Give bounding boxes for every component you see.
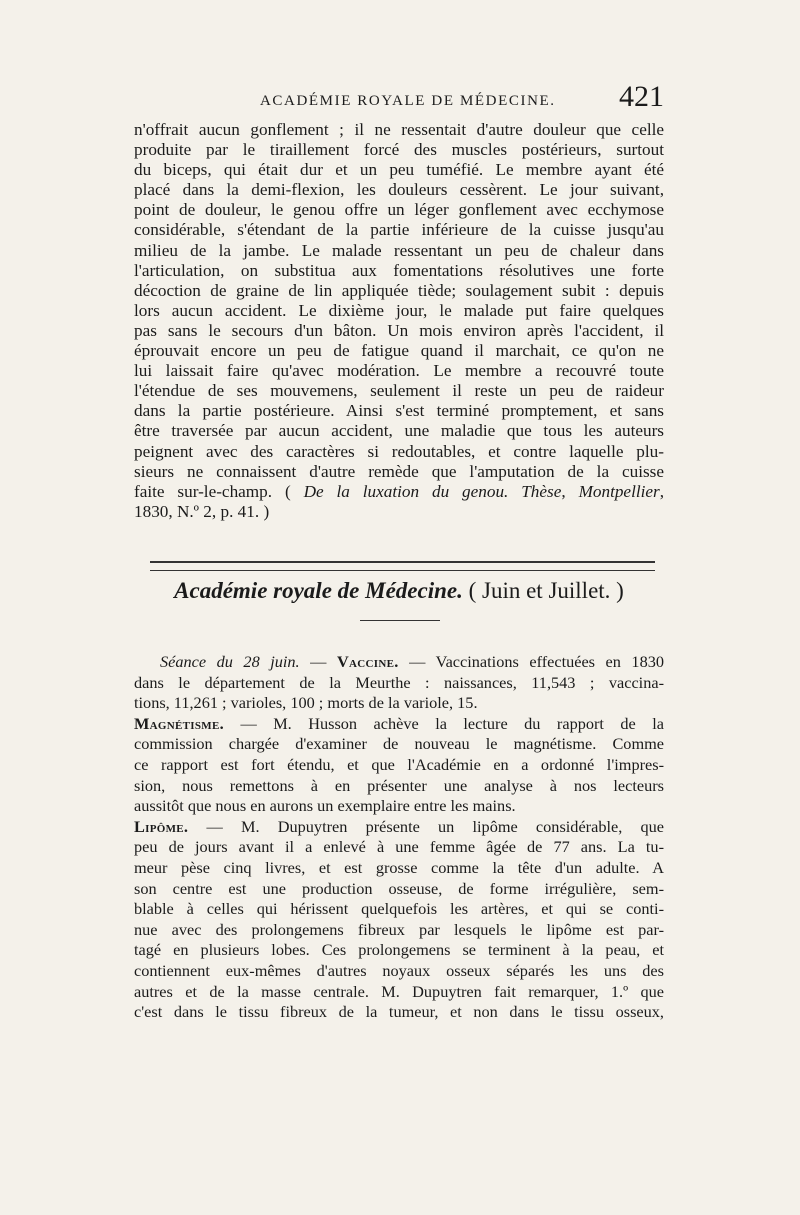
- magnetisme-text: — M. Husson achève la lecture du rapport de la: [223, 713, 664, 733]
- text-line: son centre est une production osseuse, de forme irrégulière, sem-: [134, 878, 664, 898]
- citation-line: [134, 482, 664, 502]
- text-line: nue avec des prolongemens fibreux par lesquels le lipôme est par-: [134, 919, 664, 939]
- magnetisme-heading: Magnétisme.: [134, 713, 224, 733]
- text-line: sion, nous remettons à en présenter une analyse à nos lecteurs: [134, 775, 664, 795]
- lipome-heading: Lipôme.: [134, 816, 189, 836]
- text-line: du biceps, qui était dur et un peu tuméfié. Le membre ayant été: [134, 160, 664, 180]
- text-line: être traversée par aucun accident, une maladie que tous les auteurs: [134, 421, 664, 441]
- citation-post: ,: [659, 481, 664, 501]
- text-line: considérable, s'étendant de la partie inférieure de la cuisse jusqu'au: [134, 220, 664, 240]
- section-title: [134, 578, 664, 604]
- text-line: tions, 11,261 ; varioles, 100 ; morts de la variole, 15.: [134, 693, 478, 713]
- text-line: blable à celles qui hérissent quelquefois les artères, et qui se conti-: [134, 899, 664, 919]
- text-line: l'étendue de ses mouvemens, seulement il reste un peu de raideur: [134, 381, 664, 401]
- text-line: commission chargée d'examiner de nouveau le magnétisme. Comme: [134, 734, 664, 754]
- text-line: pas sans le secours d'un bâton. Un mois environ après l'accident, il: [134, 320, 664, 340]
- page-number: 421: [619, 80, 664, 113]
- section-title-dates: ( Juin et Juillet. ): [468, 578, 624, 603]
- page-header: [134, 80, 664, 116]
- text-line: décoction de graine de lin appliquée tiède; soulagement subit : depuis: [134, 280, 664, 300]
- text-line: l'articulation, on substitua aux fomentations résolutives une forte: [134, 260, 664, 280]
- citation-place: Montpellier: [578, 481, 660, 501]
- lipome-first-line: [134, 817, 664, 838]
- session-date: Séance du 28 juin.: [160, 652, 300, 671]
- text-line: point de douleur, le genou offre un léger gonflement avec ecchymose: [134, 200, 664, 220]
- text-line: contiennent eux-mêmes d'autres noyaux osseux séparés les uns des: [134, 960, 664, 980]
- session-report: [134, 652, 664, 1023]
- section-double-rule: [150, 561, 655, 571]
- text-line: n'offrait aucun gonflement ; il ne ressentait d'autre douleur que celle: [134, 120, 664, 139]
- text-line: dans la partie postérieure. Ainsi s'est terminé promptement, et sans: [134, 401, 664, 421]
- vaccine-text: — Vaccinations effectuées en 1830: [398, 652, 664, 671]
- text-line: lui laissait faire qu'avec modération. Le membre a recouvré toute: [134, 361, 664, 381]
- text-line: dans le département de la Meurthe : naissances, 11,543 ; vaccina-: [134, 672, 664, 692]
- text-line: aussitôt que nous en aurons un exemplaire entre les mains.: [134, 796, 516, 816]
- lipome-text: — M. Dupuytren présente un lipôme considérable, que: [188, 816, 664, 836]
- text-line: sieurs ne connaissent d'autre remède que l'amputation de la cuisse: [134, 461, 664, 481]
- section-title-main: Académie royale de Médecine.: [174, 578, 463, 603]
- citation-pre: faite sur-le-champ. (: [134, 481, 304, 501]
- vaccine-heading: Vaccine.: [336, 652, 399, 671]
- running-head: ACADÉMIE ROYALE DE MÉDECINE.: [260, 93, 556, 109]
- text-line: c'est dans le tissu fibreux de la tumeur, et non dans le tissu osseux,: [134, 1002, 664, 1022]
- text-line: meur pèse cinq livres, et est grosse comme la tête d'un adulte. A: [134, 857, 664, 877]
- text-line: produite par le tiraillement forcé des muscles postérieurs, surtout: [134, 140, 664, 160]
- text-line: lors aucun accident. Le dixième jour, le malade put faire quelques: [134, 300, 664, 320]
- citation-last-line: 1830, N.º 2, p. 41. ): [134, 501, 270, 521]
- text-line: ce rapport est fort étendu, et que l'Académie en a ordonné l'impres-: [134, 754, 664, 774]
- text-line: tagé en plusieurs lobes. Ces prolongemens se terminent à la peau, et: [134, 940, 664, 960]
- text-line: placé dans la demi-flexion, les douleurs cessèrent. Le jour suivant,: [134, 180, 664, 200]
- vaccine-first-line: Séance du 28 juin. — Vaccine. — Vaccinations effectuées en 1830: [160, 652, 664, 671]
- text-line: autres et de la masse centrale. M. Dupuytren fait remarquer, 1.º que: [134, 981, 664, 1001]
- citation-title: De la luxation du genou. Thèse: [303, 481, 562, 501]
- magnetisme-first-line: [134, 714, 664, 735]
- text-line: milieu de la jambe. Le malade ressentant un peu de chaleur dans: [134, 240, 664, 260]
- citation-mid: ,: [561, 481, 579, 501]
- section-short-rule: [360, 620, 440, 621]
- article-end-paragraph: [134, 120, 664, 522]
- text-line: peignent avec des caractères si redoutables, et contre laquelle plu-: [134, 441, 664, 461]
- text-line: éprouvait encore un peu de fatigue quand il marchait, ce qu'on ne: [134, 341, 664, 361]
- text-line: peu de jours avant il a enlevé à une femme âgée de 77 ans. La tu-: [134, 837, 664, 857]
